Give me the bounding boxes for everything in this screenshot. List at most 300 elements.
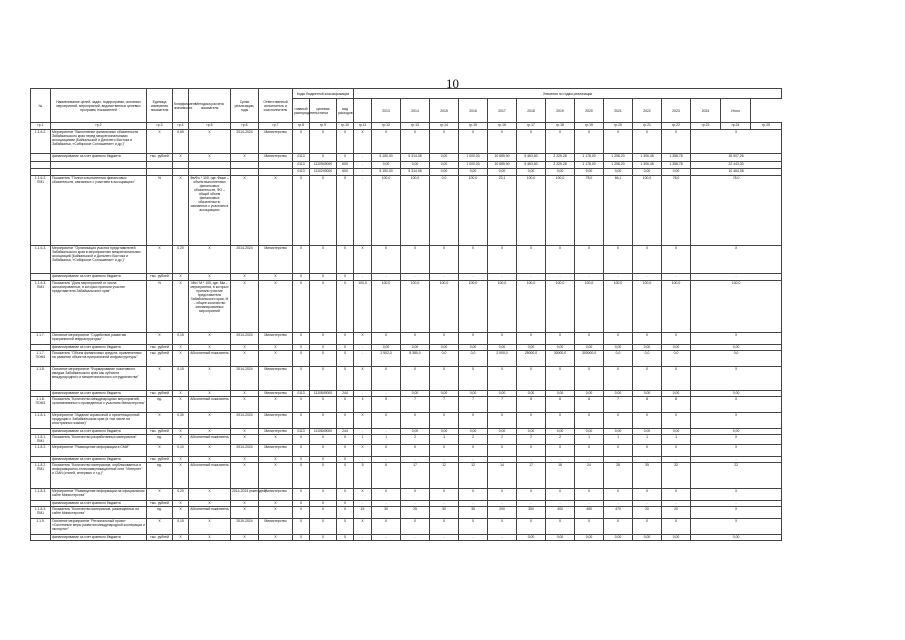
table-cell: - <box>488 457 517 463</box>
table-cell: X <box>459 367 488 391</box>
table-cell: X <box>189 367 231 391</box>
header-cell: 2015 <box>430 99 459 123</box>
table-cell: 1.1.8.1. ПМ1 <box>31 435 51 445</box>
table-cell: X <box>372 489 401 501</box>
table-cell: Мероприятие "Размещение информации на официальном сайте Министерства" <box>51 489 147 501</box>
table-cell: 1110849000 <box>310 429 337 435</box>
table-cell: X <box>173 457 189 463</box>
table-cell: X <box>231 535 259 541</box>
table-cell: - <box>354 501 372 507</box>
table-cell: X <box>517 367 546 391</box>
table-cell: 22 <box>691 463 782 489</box>
table-cell: 17 <box>401 463 430 489</box>
table-cell: - <box>633 274 662 281</box>
table-cell: X <box>372 367 401 391</box>
table-cell: - <box>354 274 372 281</box>
table-cell: X <box>189 501 231 507</box>
table-cell: X <box>189 246 231 274</box>
table-cell: - <box>575 457 604 463</box>
table-cell: X <box>517 333 546 345</box>
table-cell: X <box>691 489 782 501</box>
table-cell: X <box>546 413 575 429</box>
table-cell: 0,00 <box>546 345 575 351</box>
table-cell: 5 <box>372 463 401 489</box>
table-row <box>31 435 782 445</box>
table-cell: - <box>372 535 401 541</box>
table-cell: X <box>337 246 354 274</box>
table-cell: X <box>354 246 372 274</box>
table-cell: 1110249000 <box>310 169 337 176</box>
table-cell: X <box>310 435 337 445</box>
header-cell: 2014 <box>401 99 430 123</box>
header-cell: Значения по годам реализации <box>354 89 782 99</box>
column-number: гр.13 <box>401 123 430 130</box>
header-cell: Сроки реализации, годы <box>231 89 259 123</box>
table-cell: X <box>401 413 430 429</box>
table-cell: X <box>633 445 662 457</box>
table-cell: Министерство <box>259 130 293 154</box>
table-row <box>31 274 782 281</box>
table-cell: X <box>259 457 293 463</box>
table-cell: X <box>459 246 488 274</box>
table-cell: 23,1 <box>488 176 517 246</box>
table-cell: X <box>488 489 517 501</box>
table-cell: X <box>372 413 401 429</box>
table-cell: 1 178,00 <box>575 162 604 169</box>
table-cell: X <box>401 246 430 274</box>
table-cell: X <box>259 274 293 281</box>
table-cell: Абсолютный показатель <box>189 507 231 519</box>
table-cell: 35 <box>459 507 488 519</box>
table-cell: 5 463,50 <box>517 162 546 169</box>
table-cell: ед. <box>147 435 173 445</box>
table-cell: X <box>459 519 488 535</box>
table-cell: 0,0 <box>430 176 459 246</box>
table-cell <box>231 169 259 176</box>
table-cell: X <box>189 130 231 154</box>
table-cell: - <box>354 176 372 246</box>
table-cell: X <box>293 345 310 351</box>
table-cell: 22 443,30 <box>691 162 782 169</box>
table-cell: Мероприятие "Выполнение финансовых обязательств Забайкальского края перед межрегиональными ассоциациями (Байкальской и Дальнего Востока и Забайкалья, «Сибирское Соглашение» и др.)" <box>51 130 147 154</box>
table-cell: 0,00 <box>691 391 782 397</box>
table-cell: X <box>293 435 310 445</box>
table-cell: X <box>517 246 546 274</box>
header-cell: Методика расчета показателя <box>189 89 231 123</box>
table-cell: 100,0 <box>459 281 488 333</box>
table-cell: - <box>354 535 372 541</box>
table-cell: 0,65 <box>173 130 189 154</box>
table-cell: 1 <box>604 435 633 445</box>
table-cell: X <box>293 130 310 154</box>
table-cell <box>147 169 173 176</box>
table-cell: 0,00 <box>662 429 691 435</box>
table-cell: X <box>459 130 488 154</box>
table-cell: X <box>337 463 354 489</box>
table-cell: - <box>354 169 372 176</box>
table-cell <box>259 169 293 176</box>
table-cell: 78,0 <box>691 176 782 246</box>
table-cell: X <box>173 429 189 435</box>
table-cell: - <box>691 457 782 463</box>
table-cell: X <box>488 246 517 274</box>
header-cell: Коэффициент значимости <box>173 89 189 123</box>
table-cell: тыс. рублей <box>147 274 173 281</box>
table-cell: X <box>310 154 337 162</box>
table-cell: тыс. рублей <box>147 429 173 435</box>
table-cell: 2014-2024 <box>231 333 259 345</box>
table-cell: X <box>310 367 337 391</box>
table-cell: 0,00 <box>459 429 488 435</box>
table-row <box>31 176 782 246</box>
table-cell: X <box>604 489 633 501</box>
header-cell: 2018 <box>517 99 546 123</box>
table-cell: X <box>662 130 691 154</box>
table-cell: X <box>147 333 173 345</box>
table-cell: Абсолютный показатель <box>189 435 231 445</box>
table-cell: X <box>293 246 310 274</box>
header-cell: 2020 <box>575 99 604 123</box>
table-cell: X <box>310 345 337 351</box>
table-cell: 8 <box>546 397 575 413</box>
table-cell: - <box>517 501 546 507</box>
table-cell: X <box>517 130 546 154</box>
table-cell: 100,0 <box>354 281 372 333</box>
table-cell: Министерство <box>259 445 293 457</box>
table-cell: тыс. рублей <box>147 391 173 397</box>
table-cell: 7 <box>604 397 633 413</box>
table-cell: 8 <box>662 397 691 413</box>
table-cell: X <box>691 519 782 535</box>
table-cell: X <box>546 519 575 535</box>
table-cell: X <box>147 519 173 535</box>
table-cell: X <box>575 519 604 535</box>
table-cell: 0,00 <box>691 429 782 435</box>
table-cell: X <box>310 463 337 489</box>
table-cell: X <box>293 176 310 246</box>
table-cell: X <box>231 154 259 162</box>
table-cell: X <box>189 413 231 429</box>
table-cell: 0,30 <box>173 413 189 429</box>
table-cell: X <box>575 130 604 154</box>
table-cell: 100,0 <box>691 281 782 333</box>
table-cell: 7 <box>430 397 459 413</box>
table-cell: X <box>401 519 430 535</box>
table-cell: 1 <box>372 435 401 445</box>
table-cell: тыс. рублей <box>147 501 173 507</box>
table-cell: - <box>430 535 459 541</box>
table-cell: 15 <box>354 507 372 519</box>
table-cell: X <box>147 413 173 429</box>
header-cell: Итого <box>721 99 751 123</box>
table-cell: 0,00 <box>604 391 633 397</box>
table-cell: 1.1.6.2. <box>31 130 51 154</box>
header-cell: 2019 <box>546 99 575 123</box>
table-cell: - <box>354 391 372 397</box>
table-row <box>31 445 782 457</box>
table-cell: - <box>354 162 372 169</box>
table-cell: X <box>231 351 259 367</box>
table-cell: финансирование за счет краевого бюджета <box>51 429 147 435</box>
table-cell: 2014-2024 <box>231 367 259 391</box>
table-cell: X <box>575 367 604 391</box>
table-cell: 14 <box>488 463 517 489</box>
table-cell: 8 380,0 <box>401 351 430 367</box>
table-cell: X <box>293 501 310 507</box>
table-cell: 1.1.8.3. ПМ1 <box>31 507 51 519</box>
table-cell: - <box>488 501 517 507</box>
table-cell: - <box>430 501 459 507</box>
table-cell: 0,0 <box>633 351 662 367</box>
table-cell: X <box>459 413 488 429</box>
table-cell: 100,0 <box>575 281 604 333</box>
table-cell: 0,00 <box>633 345 662 351</box>
table-cell: Мм / М * 100, где: Мм – мероприятия, в которых приняли участие представители Забайкальского края, М – общее количество запланированных мероприятий <box>189 281 231 333</box>
table-cell: тыс. рублей <box>147 457 173 463</box>
table-cell: X <box>430 489 459 501</box>
table-cell: X <box>259 501 293 507</box>
table-cell: 2014-2024 (ежегодно) <box>231 489 259 501</box>
column-number: гр.23 <box>691 123 721 130</box>
table-cell: 0,00 <box>517 391 546 397</box>
table-cell: 350 <box>517 507 546 519</box>
table-cell: X <box>293 507 310 519</box>
header-row <box>31 89 782 99</box>
table-cell: 0,00 <box>517 429 546 435</box>
table-cell: 35 <box>633 463 662 489</box>
table-cell: X <box>147 130 173 154</box>
table-cell: X <box>147 489 173 501</box>
table-row <box>31 130 782 154</box>
table-cell: 100,0 <box>517 176 546 246</box>
table-cell: 100,0 <box>401 281 430 333</box>
table-cell: 0,00 <box>459 345 488 351</box>
table-cell: - <box>401 535 430 541</box>
table-cell: 0,00 <box>517 535 546 541</box>
table-cell: X <box>372 445 401 457</box>
table-cell: X <box>310 507 337 519</box>
table-cell: X <box>691 333 782 345</box>
table-cell: % <box>147 176 173 246</box>
table-cell: 10 655,90 <box>488 162 517 169</box>
table-cell: X <box>337 535 354 541</box>
header-cell: № <box>31 89 51 123</box>
table-row <box>31 162 782 169</box>
table-cell: X <box>337 345 354 351</box>
table-cell: X <box>546 246 575 274</box>
table-cell: X <box>691 507 782 519</box>
table-cell: Министерство <box>259 391 293 397</box>
table-cell: Министерство <box>259 154 293 162</box>
table-cell: 0,00 <box>662 535 691 541</box>
table-cell: Показатель "Количество материалов, опубликованных в информационно-телекоммуникационной сети "Интернет" и СМИ (статей, интервью и т.д.)" <box>51 463 147 489</box>
column-number: гр.24 <box>721 123 751 130</box>
table-cell: 100,0 <box>488 281 517 333</box>
column-number: гр.12 <box>372 123 401 130</box>
table-cell: 0,00 <box>372 162 401 169</box>
table-cell <box>173 169 189 176</box>
table-cell: X <box>633 333 662 345</box>
table-cell: X <box>310 397 337 413</box>
table-cell: X <box>691 246 782 274</box>
table-cell: X <box>337 457 354 463</box>
table-cell: 1 306,48 <box>633 154 662 162</box>
table-cell: X <box>231 435 259 445</box>
column-number: гр.16 <box>488 123 517 130</box>
table-cell: 100,0 <box>430 281 459 333</box>
table-cell: - <box>546 501 575 507</box>
table-cell: X <box>337 130 354 154</box>
table-cell: X <box>633 413 662 429</box>
table-cell: 0,15 <box>173 333 189 345</box>
table-cell: X <box>633 130 662 154</box>
column-number: гр.1 <box>31 123 51 130</box>
table-cell: - <box>430 274 459 281</box>
header-cell: вид расходов <box>337 99 354 123</box>
table-cell: X <box>231 507 259 519</box>
table-cell: X <box>604 445 633 457</box>
table-cell: 0,00 <box>430 391 459 397</box>
table-cell: 600 <box>337 162 354 169</box>
table-cell: 1 000,00 <box>459 162 488 169</box>
table-cell: X <box>354 413 372 429</box>
table-cell: X <box>633 489 662 501</box>
table-cell: 0,00 <box>575 535 604 541</box>
table-cell: 0,0 <box>430 351 459 367</box>
table-cell: X <box>604 367 633 391</box>
table-cell: 5 314,08 <box>401 154 430 162</box>
table-cell: X <box>575 489 604 501</box>
table-cell: X <box>517 489 546 501</box>
table-cell: 10 655,90 <box>488 154 517 162</box>
table-cell: X <box>488 519 517 535</box>
table-cell: 2014-2024 <box>231 445 259 457</box>
table-cell: X <box>310 445 337 457</box>
table-cell: 1 256,20 <box>604 154 633 162</box>
table-cell: X <box>231 463 259 489</box>
table-cell: 0,00 <box>662 345 691 351</box>
table-cell: 100,0 <box>459 176 488 246</box>
table-cell: X <box>354 519 372 535</box>
table-cell: X <box>189 391 231 397</box>
table-cell: ед. <box>147 507 173 519</box>
table-cell: - <box>517 457 546 463</box>
table-cell: 2 225,28 <box>546 154 575 162</box>
table-cell: 0,15 <box>173 367 189 391</box>
table-cell <box>259 162 293 169</box>
table-cell: X <box>662 445 691 457</box>
table-cell: 0,10 <box>173 445 189 457</box>
table-cell: 2 <box>401 435 430 445</box>
table-cell: 0,00 <box>633 429 662 435</box>
table-cell: - <box>459 501 488 507</box>
table-cell: X <box>293 413 310 429</box>
column-number: гр.22 <box>662 123 691 130</box>
column-number: гр.17 <box>517 123 546 130</box>
table-cell: X <box>173 391 189 397</box>
table-cell: 1 358,78 <box>662 162 691 169</box>
table-cell: 0,00 <box>372 345 401 351</box>
table-cell <box>189 162 231 169</box>
header-cell: целевая статья <box>310 99 337 123</box>
table-cell: 0,00 <box>430 169 459 176</box>
table-cell: 0,00 <box>546 169 575 176</box>
table-cell: 0,00 <box>430 429 459 435</box>
table-cell <box>147 162 173 169</box>
table-cell: 1 <box>633 435 662 445</box>
table-cell: X <box>337 501 354 507</box>
table-cell: 300000,0 <box>575 351 604 367</box>
column-number: гр.8 <box>293 123 310 130</box>
header-cell: Ответственный исполнитель и соисполнитель <box>259 89 293 123</box>
table-cell: X <box>310 501 337 507</box>
table-cell: Показатель "Количество международных мероприятий, организованных и проведенных с участием Министерства" <box>51 397 147 413</box>
table-cell: Министерство <box>259 489 293 501</box>
table-cell: 0,00 <box>401 345 430 351</box>
table-cell: X <box>372 246 401 274</box>
table-cell: X <box>337 176 354 246</box>
table-cell: 100,0 <box>633 176 662 246</box>
table-cell: 2 225,28 <box>546 162 575 169</box>
table-cell: 2014-2024 <box>231 413 259 429</box>
table-cell: X <box>310 333 337 345</box>
table-cell: X <box>173 535 189 541</box>
table-cell: 0,00 <box>633 169 662 176</box>
table-cell: 0113 <box>293 154 310 162</box>
table-cell: X <box>310 281 337 333</box>
table-cell: X <box>575 413 604 429</box>
table-cell: X <box>488 333 517 345</box>
table-row <box>31 351 782 367</box>
table-cell: 1.1.7. <box>31 333 51 345</box>
column-number: гр.10 <box>337 123 354 130</box>
table-cell: Мероприятие "Организация участия представителей Забайкальского края в мероприятиях межрегиональных ассоциаций (Байкальской и Дальнего Востока и Забайкалья, «Сибирское Соглашение» и др.)" <box>51 246 147 274</box>
table-cell: 1 <box>354 435 372 445</box>
table-cell: X <box>337 507 354 519</box>
table-cell: 18 <box>546 463 575 489</box>
table-cell: X <box>231 274 259 281</box>
table-cell: 0,00 <box>401 429 430 435</box>
table-cell: X <box>546 367 575 391</box>
table-cell: X <box>691 435 782 445</box>
table-cell: 5 463,50 <box>517 154 546 162</box>
table-cell: - <box>546 274 575 281</box>
table-cell: Абсолютный показатель <box>189 351 231 367</box>
table-cell: - <box>401 274 430 281</box>
table-cell: X <box>337 367 354 391</box>
table-cell: X <box>259 281 293 333</box>
table-cell: X <box>189 154 231 162</box>
table-cell: X <box>354 489 372 501</box>
table-cell: 25000,0 <box>517 351 546 367</box>
table-cell <box>31 535 51 541</box>
table-cell: X <box>147 367 173 391</box>
table-cell: X <box>337 333 354 345</box>
table-cell: Мероприятие "Размещение информации в СМИ" <box>51 445 147 457</box>
table-cell: X <box>310 413 337 429</box>
table-cell: X <box>488 445 517 457</box>
table-cell: X <box>337 435 354 445</box>
table-cell <box>173 162 189 169</box>
header-cell: 2024 <box>691 99 721 123</box>
header-cell: главный распорядитель <box>293 99 310 123</box>
table-cell: 0,00 <box>546 429 575 435</box>
table-cell: 2019-2024 <box>231 519 259 535</box>
table-cell: X <box>633 519 662 535</box>
table-cell: X <box>401 367 430 391</box>
table-cell: - <box>430 457 459 463</box>
table-cell: - <box>372 457 401 463</box>
